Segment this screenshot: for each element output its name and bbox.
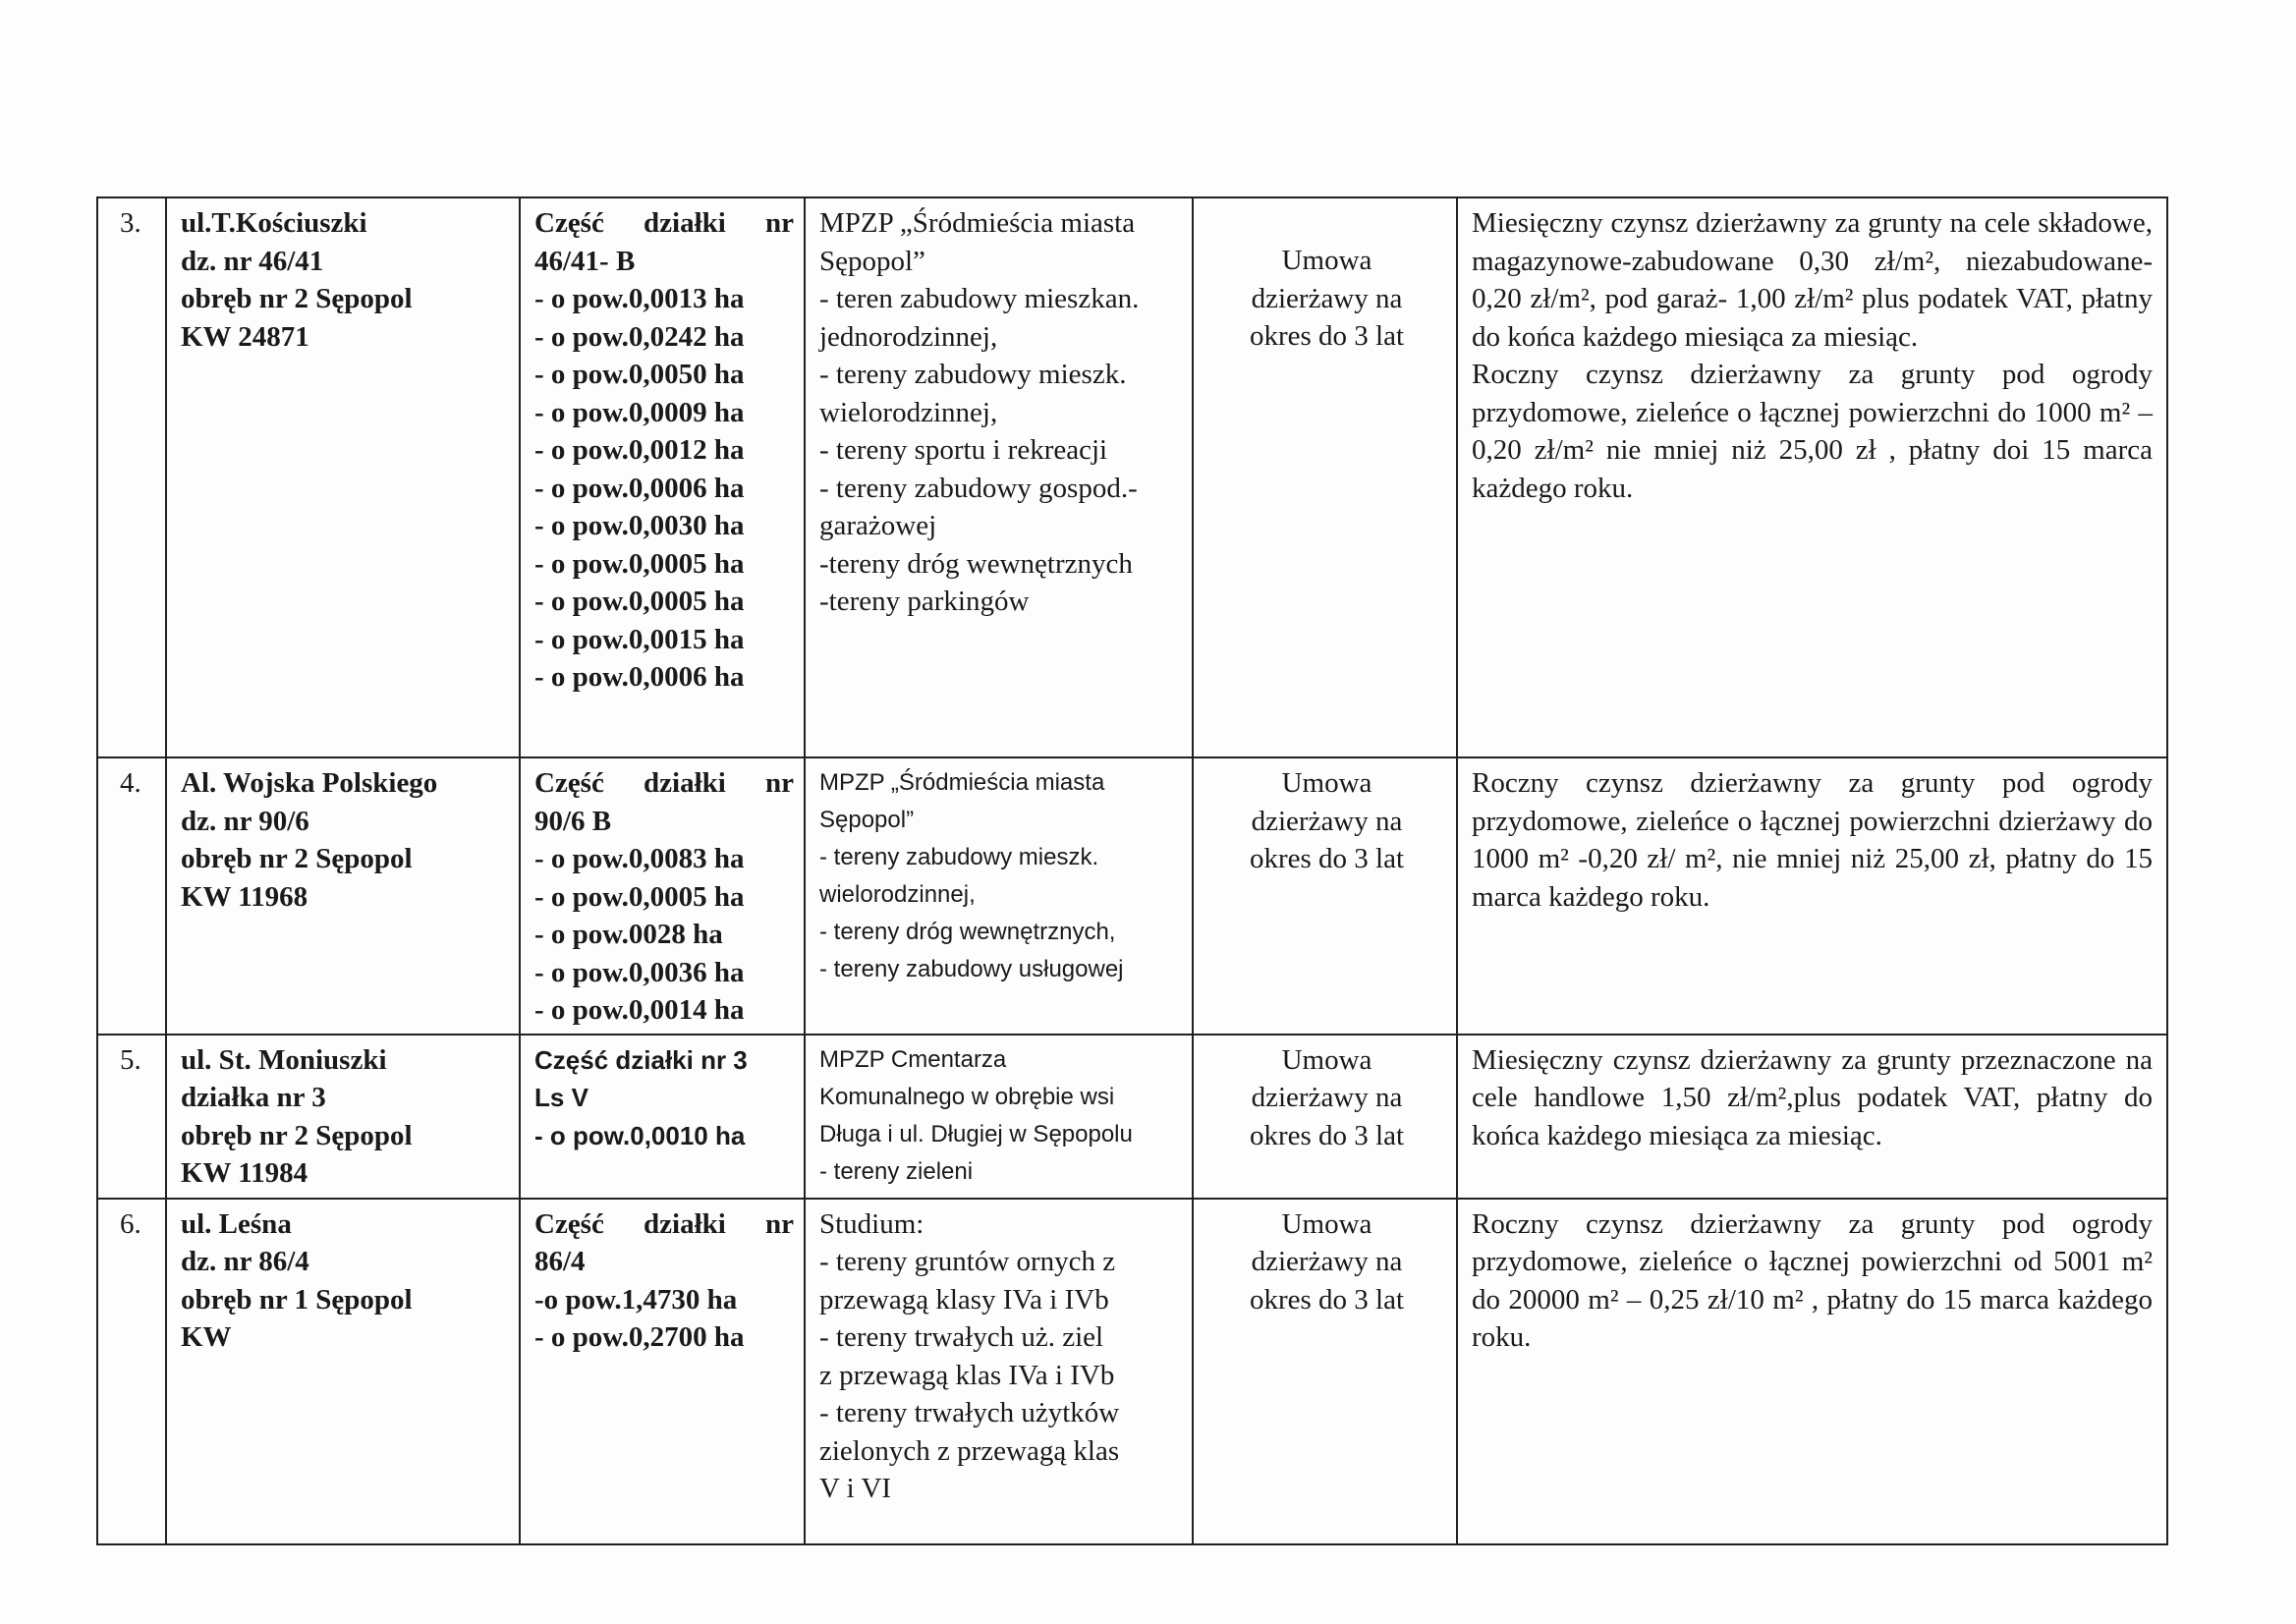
- contract-line: dzierżawy na: [1251, 282, 1403, 314]
- contract-line: Umowa: [1281, 767, 1372, 799]
- parcel-area: - o pow.0,0013 ha: [534, 283, 745, 314]
- parcel-area: - o pow.0,0009 ha: [534, 396, 745, 428]
- contract-line: okres do 3 lat: [1249, 843, 1405, 874]
- street: ul. St. Moniuszki: [181, 1043, 387, 1076]
- location-cell: [166, 1199, 520, 1544]
- contract-line: okres do 3 lat: [1249, 1283, 1405, 1316]
- rent-cell: Roczny czynsz dzierżawny za grunty pod ogrody przydomowe, zieleńce o łącznej powierzchni dzierżawy do 1000 m² -0,20 zł/ m², nie mniej niż 25,00 zł, płatny do 15 marca każdego roku.: [1457, 757, 2167, 1035]
- parcel-area: - o pow.0,0014 ha: [534, 994, 745, 1026]
- rent-text-annual: Roczny czynsz dzierżawny za grunty pod ogrody przydomowe, zieleńce o łącznej powierzchni do 1000 m² – 0,20 zł/m² nie mniej niż 25,00 zł , płatny doi 15 marca każdego roku.: [1472, 359, 2153, 504]
- contract-line: dzierżawy na: [1251, 805, 1403, 837]
- plan-line: wielorodzinnej,: [819, 881, 976, 908]
- parcel-area: - o pow.0,0012 ha: [534, 434, 745, 466]
- row-number: 4.: [97, 757, 166, 1035]
- rent-cell: [1457, 197, 2167, 757]
- rent-cell: Miesięczny czynsz dzierżawny za grunty przeznaczone na cele handlowe 1,50 zł/m²,plus podatek VAT, płatny do końca każdego miesiąca za miesiąc.: [1457, 1035, 2167, 1199]
- parcel-area: - o pow.0,0005 ha: [534, 880, 745, 913]
- parcel-part-line: 86/4: [534, 1246, 586, 1277]
- plan-line: - tereny trwałych użytków: [819, 1397, 1120, 1428]
- precinct: obręb nr 2 Sępopol: [181, 843, 413, 874]
- plan-line: - tereny zabudowy gospod.-: [819, 472, 1138, 504]
- street: Al. Wojska Polskiego: [181, 767, 438, 799]
- land-register: KW 24871: [181, 320, 309, 353]
- plan-line: - teren zabudowy mieszkan.: [819, 283, 1140, 314]
- precinct: obręb nr 1 Sępopol: [181, 1283, 413, 1316]
- row-number: 6.: [97, 1199, 166, 1544]
- parcel-area: - o pow.0028 ha: [534, 919, 723, 950]
- land-register: KW 11968: [181, 880, 308, 913]
- plan-line: - tereny sportu i rekreacji: [819, 434, 1108, 466]
- parcel-part-line: Część działki nr: [534, 767, 794, 799]
- zoning-plan-cell: [805, 197, 1193, 757]
- parcel-part-line: 46/41- B: [534, 245, 636, 277]
- plan-line: MPZP „Śródmieścia miasta: [819, 769, 1105, 796]
- plan-line: - tereny trwałych uż. ziel: [819, 1321, 1104, 1353]
- table-row: [97, 757, 2167, 1035]
- plan-line: przewagą klasy IVa i IVb: [819, 1283, 1109, 1316]
- plan-line: jednorodzinnej,: [819, 320, 998, 353]
- plan-line: - tereny dróg wewnętrznych,: [819, 919, 1116, 945]
- plot-number: działka nr 3: [181, 1082, 326, 1113]
- plan-line: wielorodzinnej,: [819, 396, 998, 428]
- parcel-area: - o pow.0,0083 ha: [534, 843, 745, 874]
- row-number: 3.: [97, 197, 166, 757]
- parcel-area: -o pow.1,4730 ha: [534, 1283, 738, 1316]
- contract-line: dzierżawy na: [1251, 1246, 1403, 1277]
- parcel-area: - o pow.0,0005 ha: [534, 547, 745, 580]
- precinct: obręb nr 2 Sępopol: [181, 1119, 413, 1151]
- parcel-area: - o pow.0,0010 ha: [534, 1120, 746, 1150]
- parcel-area: - o pow.0,0030 ha: [534, 510, 745, 541]
- contract-type-cell: [1193, 197, 1457, 757]
- contract-line: Umowa: [1281, 1043, 1372, 1076]
- parcel-part-cell: [520, 197, 805, 757]
- plan-line: - tereny zabudowy mieszk.: [819, 844, 1099, 870]
- zoning-plan-cell: [805, 1035, 1193, 1199]
- parcel-part-line: Część działki nr: [534, 1207, 794, 1240]
- parcel-area: - o pow.0,0015 ha: [534, 623, 745, 655]
- parcel-part-line: Część działki nr: [534, 207, 794, 239]
- rent-cell: Roczny czynsz dzierżawny za grunty pod ogrody przydomowe, zieleńce o łącznej powierzchni od 5001 m² do 20000 m² – 0,25 zł/10 m² , płatny do 15 marca każdego roku.: [1457, 1199, 2167, 1544]
- plan-line: Studium:: [819, 1207, 924, 1240]
- table-row: [97, 197, 2167, 757]
- precinct: obręb nr 2 Sępopol: [181, 283, 413, 314]
- contract-line: dzierżawy na: [1251, 1082, 1403, 1113]
- plan-line: z przewagą klas IVa i IVb: [819, 1359, 1115, 1391]
- plan-line: garażowej: [819, 510, 937, 541]
- contract-line: Umowa: [1281, 245, 1372, 276]
- lease-table: [96, 196, 2168, 1545]
- plan-line: zielonych z przewagą klas: [819, 1434, 1120, 1467]
- table-row: [97, 1035, 2167, 1199]
- parcel-part-cell: [520, 1035, 805, 1199]
- plot-number: dz. nr 90/6: [181, 805, 309, 837]
- parcel-part-cell: [520, 757, 805, 1035]
- parcel-part-line: Część działki nr 3: [534, 1044, 748, 1075]
- parcel-part-line: Ls V: [534, 1083, 588, 1112]
- plan-line: MPZP „Śródmieścia miasta: [819, 207, 1136, 239]
- plan-line: V i VI: [819, 1473, 892, 1504]
- contract-type-cell: [1193, 1199, 1457, 1544]
- plan-line: MPZP Cmentarza: [819, 1045, 1007, 1073]
- parcel-part-line: 90/6 B: [534, 805, 612, 837]
- street: ul.T.Kościuszki: [181, 207, 367, 239]
- location-cell: [166, 1035, 520, 1199]
- parcel-area: - o pow.0,0036 ha: [534, 956, 745, 988]
- land-register: KW 11984: [181, 1157, 308, 1189]
- zoning-plan-cell: [805, 1199, 1193, 1544]
- parcel-area: - o pow.0,0242 ha: [534, 320, 745, 353]
- parcel-area: - o pow.0,2700 ha: [534, 1321, 745, 1353]
- location-cell: [166, 197, 520, 757]
- plan-line: Komunalnego w obrębie wsi: [819, 1083, 1115, 1110]
- plan-line: Długa i ul. Długiej w Sępopolu: [819, 1120, 1133, 1148]
- land-register: KW: [181, 1321, 232, 1353]
- row-number: 5.: [97, 1035, 166, 1199]
- plan-line: -tereny dróg wewnętrznych: [819, 547, 1133, 580]
- parcel-area: - o pow.0,0006 ha: [534, 472, 745, 504]
- plan-line: - tereny zabudowy usługowej: [819, 956, 1124, 982]
- plan-line: Sępopol”: [819, 245, 925, 277]
- parcel-area: - o pow.0,0005 ha: [534, 586, 745, 617]
- contract-line: okres do 3 lat: [1249, 320, 1405, 352]
- rent-text: Miesięczny czynsz dzierżawny za grunty na cele składowe, magazynowe-zabudowane 0,30 zł/m², niezabudowane- 0,20 zł/m², pod garaż- 1,00 zł/m² plus podatek VAT, płatny do końca każdego miesiąca za miesiąc.: [1472, 207, 2153, 353]
- street: ul. Leśna: [181, 1207, 292, 1240]
- plan-line: - tereny gruntów ornych z: [819, 1246, 1116, 1277]
- plot-number: dz. nr 46/41: [181, 245, 324, 277]
- plot-number: dz. nr 86/4: [181, 1246, 309, 1277]
- plan-line: - tereny zieleni: [819, 1157, 974, 1185]
- plan-line: -tereny parkingów: [819, 586, 1030, 617]
- plan-line: Sępopol”: [819, 807, 915, 833]
- parcel-part-cell: [520, 1199, 805, 1544]
- contract-type-cell: [1193, 757, 1457, 1035]
- location-cell: [166, 757, 520, 1035]
- contract-line: Umowa: [1281, 1207, 1372, 1240]
- plan-line: - tereny zabudowy mieszk.: [819, 359, 1127, 390]
- table-row: [97, 1199, 2167, 1544]
- parcel-area: - o pow.0,0050 ha: [534, 359, 745, 390]
- contract-line: okres do 3 lat: [1249, 1119, 1405, 1151]
- parcel-area: - o pow.0,0006 ha: [534, 661, 745, 693]
- contract-type-cell: [1193, 1035, 1457, 1199]
- zoning-plan-cell: [805, 757, 1193, 1035]
